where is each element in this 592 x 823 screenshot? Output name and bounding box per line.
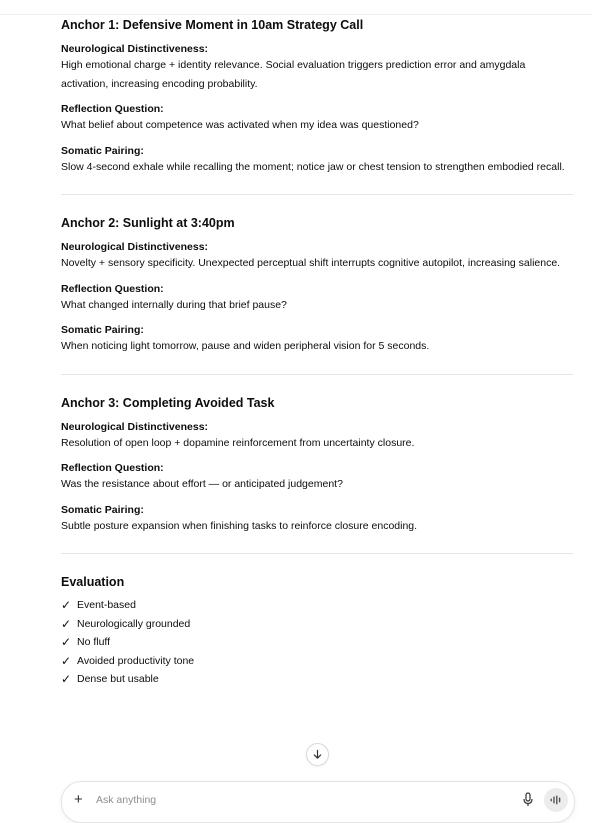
section-text: High emotional charge + identity relevance. Social evaluation triggers prediction error and amygdala activation, increasing encoding probability. xyxy=(61,59,526,90)
checklist-item-label: Event-based xyxy=(77,599,136,611)
section-text: Slow 4-second exhale while recalling the moment; notice jaw or chest tension to strengthen embodied recall. xyxy=(61,160,565,173)
arrow-down-icon xyxy=(312,749,323,760)
section-label: Somatic Pairing: xyxy=(61,144,144,157)
checkmark-icon: ✓ xyxy=(61,598,72,612)
section-label: Neurological Distinctiveness: xyxy=(61,43,209,55)
section-text: Novelty + sensory specificity. Unexpected perceptual shift interrupts cognitive autopilot, increasing salience. xyxy=(61,257,561,269)
section-label: Reflection Question: xyxy=(61,282,164,295)
section-text: Resolution of open loop + dopamine reinforcement from uncertainty closure. xyxy=(61,436,415,449)
section-label: Reflection Question: xyxy=(61,103,164,115)
evaluation-checklist xyxy=(61,596,573,689)
checklist-item-label: Avoided productivity tone xyxy=(77,654,195,667)
scroll-to-bottom-button[interactable] xyxy=(306,743,329,766)
checkmark-icon: ✓ xyxy=(61,672,72,686)
anchor-title: Anchor 3: Completing Avoided Task xyxy=(61,395,275,410)
anchor-block xyxy=(61,17,573,176)
checklist-item xyxy=(61,652,573,671)
voice-mode-button[interactable] xyxy=(544,788,568,812)
checklist-item xyxy=(61,596,573,615)
section-label: Reflection Question: xyxy=(61,462,164,474)
top-bar xyxy=(0,0,592,15)
section-label: Somatic Pairing: xyxy=(61,324,144,336)
checklist-item-label: Dense but usable xyxy=(77,673,159,685)
checkmark-icon: ✓ xyxy=(61,635,72,649)
section-text: What changed internally during that brief pause? xyxy=(61,298,287,311)
anchor-block xyxy=(61,395,573,536)
checklist-item xyxy=(61,615,573,634)
message-composer xyxy=(61,781,575,823)
voice-mode-icon xyxy=(550,795,562,805)
section-label: Somatic Pairing: xyxy=(61,503,144,516)
anchor-block xyxy=(61,215,573,356)
checkmark-icon: ✓ xyxy=(61,616,72,631)
checklist-item-label: No fluff xyxy=(77,636,111,648)
section-label: Neurological Distinctiveness: xyxy=(61,241,209,253)
section-text: Was the resistance about effort — or anticipated judgement? xyxy=(61,478,343,490)
prompt-input[interactable]: Ask anything xyxy=(96,794,157,806)
checkmark-icon: ✓ xyxy=(61,653,72,668)
response-content xyxy=(61,17,573,689)
anchor-title: Anchor 2: Sunlight at 3:40pm xyxy=(61,216,235,230)
section-text: Subtle posture expansion when finishing tasks to reinforce closure encoding. xyxy=(61,519,418,532)
plus-icon[interactable]: + xyxy=(74,791,83,808)
evaluation-block xyxy=(61,574,573,689)
section-text: When noticing light tomorrow, pause and widen peripheral vision for 5 seconds. xyxy=(61,340,430,352)
anchor-title: Anchor 1: Defensive Moment in 10am Strategy Call xyxy=(61,18,364,32)
section-label: Neurological Distinctiveness: xyxy=(61,420,209,433)
evaluation-title: Evaluation xyxy=(61,575,125,589)
section-text: What belief about competence was activated when my idea was questioned? xyxy=(61,119,419,131)
checklist-item-label: Neurologically grounded xyxy=(77,617,191,630)
checklist-item xyxy=(61,670,573,689)
checklist-item xyxy=(61,633,573,652)
